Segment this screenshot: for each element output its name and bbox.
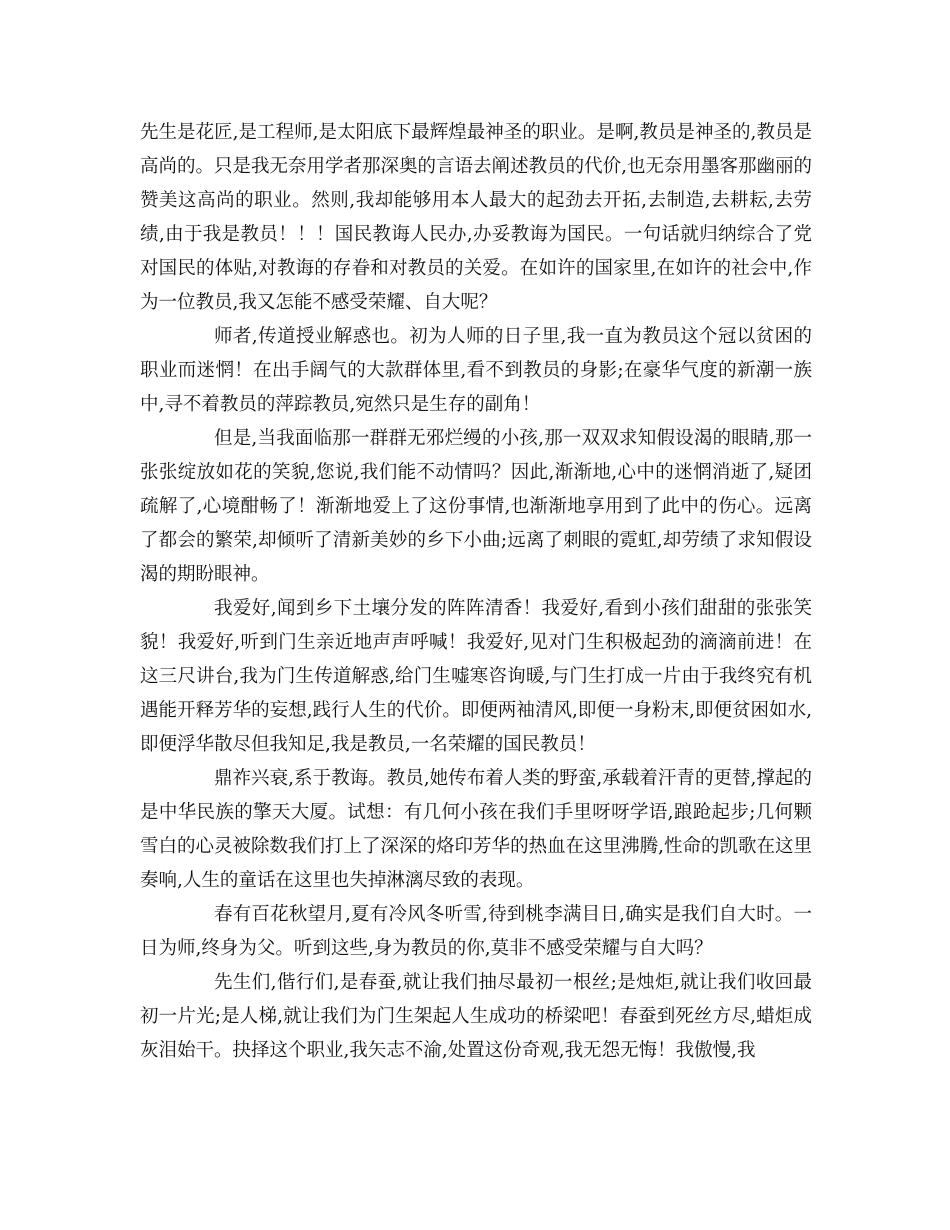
paragraph-2: 师者,传道授业解惑也。初为人师的日子里,我一直为教员这个冠以贫困的职业而迷惘！在出手阔气的大款群体里,看不到教员的身影;在豪华气度的新潮一族中,寻不着教员的萍踪教员,宛然只是生存的副角！	[140, 326, 812, 415]
body-text	[140, 116, 812, 1068]
paragraph-6: 春有百花秋望月,夏有冷风冬听雪,待到桃李满目日,确实是我们自大时。一日为师,终身为父。听到这些,身为教员的你,莫非不感受荣耀与自大吗？	[140, 904, 812, 959]
paragraph-1: 先生是花匠,是工程师,是太阳底下最辉煌最神圣的职业。是啊,教员是神圣的,教员是高尚的。只是我无奈用学者那深奥的言语去阐述教员的代价,也无奈用墨客那幽丽的赞美这高尚的职业。然则,我却能够用本人最大的起劲去开拓,去制造,去耕耘,去劳绩,由于我是教员！！！国民教诲人民办,办妥教诲为国民。一句话就归纳综合了党对国民的体贴,对教诲的存眷和对教员的关爱。在如许的国家里,在如许的社会中,作为一位教员,我又怎能不感受荣耀、自大呢？	[140, 122, 812, 313]
paragraph-5: 鼎祚兴衰,系于教诲。教员,她传布着人类的野蛮,承载着汗青的更替,撑起的是中华民族的擎天大厦。试想：有几何小孩在我们手里呀呀学语,踉跄起步;几何颗雪白的心灵被除数我们打上了深深的烙印芳华的热血在这里沸腾,性命的凯歌在这里奏响,人生的童话在这里也失掉淋漓尽致的表现。	[140, 768, 812, 891]
paragraph-7: 先生们,偕行们,是春蚕,就让我们抽尽最初一根丝;是烛炬,就让我们收回最初一片光;是人梯,就让我们为门生架起人生成功的桥梁吧！春蚕到死丝方尽,蜡炬成灰泪始干。抉择这个职业,我矢志不渝,处置这份奇观,我无怨无悔！我傲慢,我	[140, 972, 812, 1061]
paragraph-4: 我爱好,闻到乡下土壤分发的阵阵清香！我爱好,看到小孩们甜甜的张张笑貌！我爱好,听到门生亲近地声声呼喊！我爱好,见对门生积极起劲的滴滴前进！在这三尺讲台,我为门生传道解惑,给门生嘘寒咨询暖,与门生打成一片由于我终究有机遇能开释芳华的妄想,践行人生的代价。即便两袖清风,即便一身粉末,即便贫困如水,即便浮华散尽但我知足,我是教员,一名荣耀的国民教员！	[140, 598, 812, 755]
paragraph-3: 但是,当我面临那一群群无邪烂缦的小孩,那一双双求知假设渴的眼睛,那一张张绽放如花的笑貌,您说,我们能不动情吗？因此,渐渐地,心中的迷惘消逝了,疑团疏解了,心境酣畅了！渐渐地爱上了这份事情,也渐渐地享用到了此中的伤心。远离了都会的繁荣,却倾听了清新美妙的乡下小曲;远离了刺眼的霓虹,却劳绩了求知假设渴的期盼眼神。	[140, 428, 812, 585]
